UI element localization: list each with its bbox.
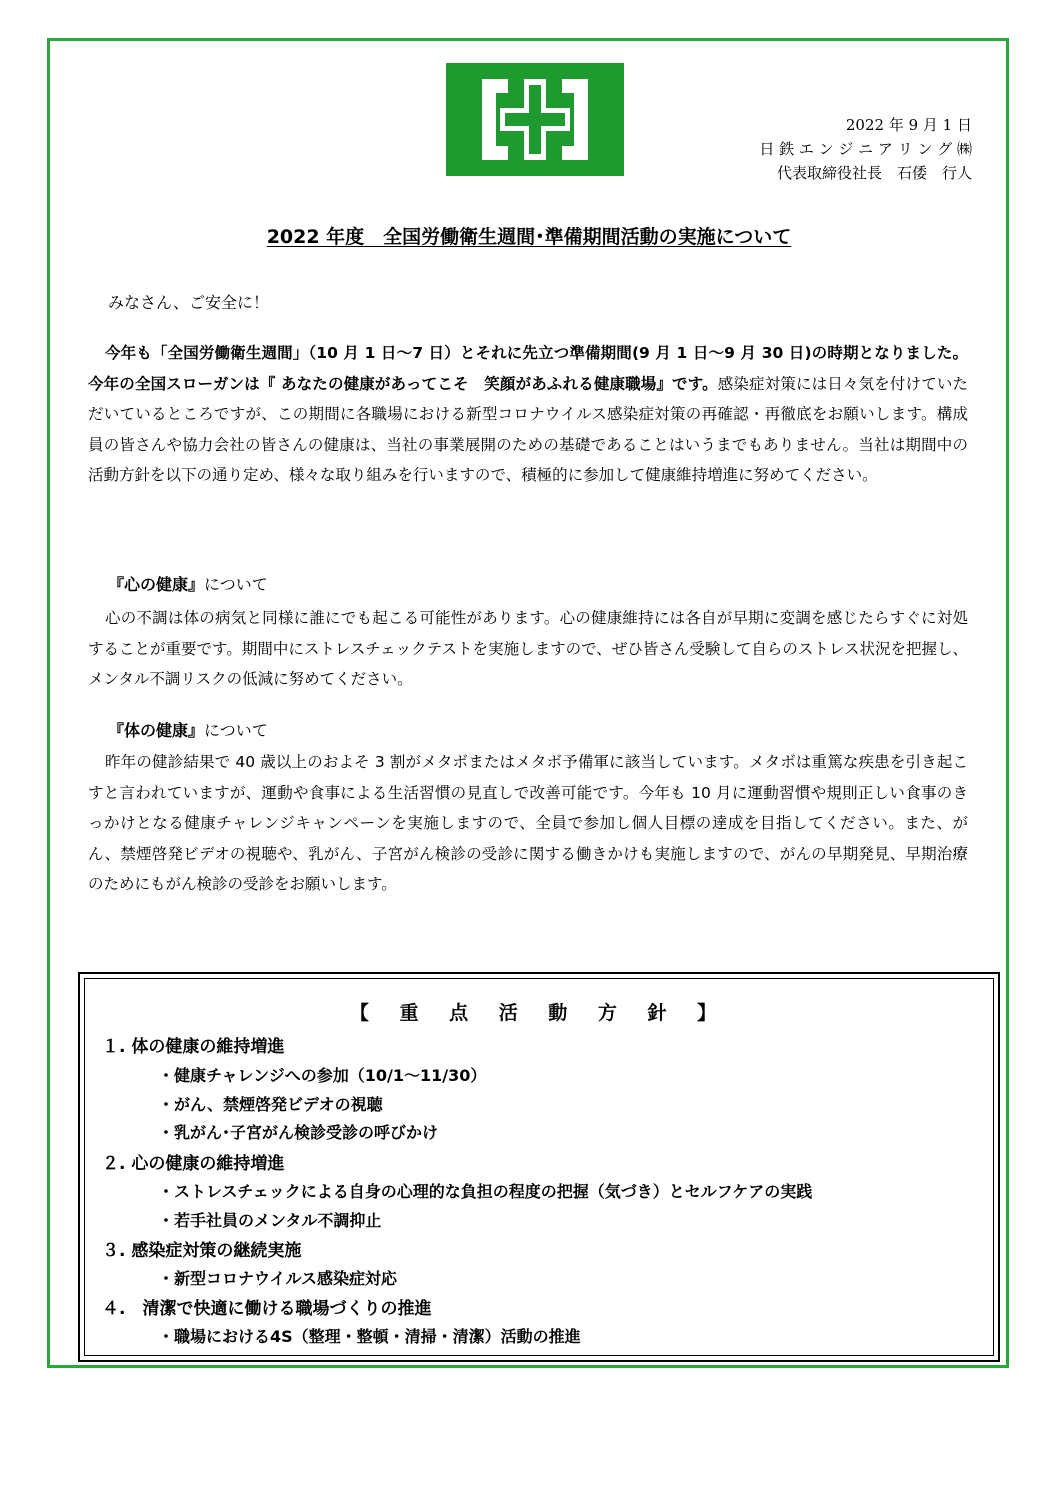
policy-item: ・職場における4S（整理・整頓・清掃・清潔）活動の推進 [158,1327,581,1346]
green-cross-safety-icon [446,63,624,176]
intro-bold-text: 今年も「全国労働衛生週間」（10 月 1 日～7 日）とそれに先立つ準備期間(9 月 1 日～9 月 30 日)の時期となりました。今年の全国スローガンは『 あなたの健康があってこそ 笑顔があふれる健康職場』です。 [88,344,968,393]
intro-text: 感染症対策には日々気を付けていただいているところですが、この期間に各職場における新型コロナウイルス感染症対策の再確認・再徹底をお願いします。構成員の皆さんや協力会社の皆さんの健康は、当社の事業展開のための基礎であることはいうまでもありません。当社は期間中の活動方針を以下の通り定め、様々な取り組みを行いますので、積極的に参加して健康維持増進に努めてください。 [88,374,968,485]
policy-box [78,972,1000,1362]
mind-heading-rest: について [204,575,268,594]
policy-item: ・健康チャレンジへの参加（10/1～11/30） [158,1066,487,1085]
company-name: 日 鉄 エ ン ジ ニ ア リ ン グ ㈱ [759,140,972,158]
mind-heading-bold: 『心の健康』 [108,575,205,594]
policy-item: ・がん、禁煙啓発ビデオの視聴 [158,1095,383,1114]
mind-health-heading [108,572,268,595]
body-heading-rest: について [204,721,268,740]
document-title: 2022 年度 全国労働衛生週間･準備期間活動の実施について [266,226,792,248]
policy-item: ・ストレスチェックによる自身の心理的な負担の程度の把握（気づき）とセルフケアの実践 [158,1182,813,1201]
policy-heading: １. 体の健康の維持増進 [102,1037,285,1057]
policy-item: ・乳がん･子宮がん検診受診の呼びかけ [158,1123,439,1142]
body-health-heading [108,718,268,741]
policy-heading: ４. 清潔で快適に働ける職場づくりの推進 [102,1299,432,1319]
mind-health-paragraph [88,603,968,695]
policy-item: ・若手社員のメンタル不調抑止 [158,1211,382,1230]
policy-heading: ２. 心の健康の維持増進 [102,1154,285,1174]
policy-title: 【 重 点 活 動 方 針 】 [349,1002,729,1024]
intro-paragraph [88,338,968,491]
policy-item: ・新型コロナウイルス感染症対応 [158,1269,398,1288]
body-health-paragraph [88,747,968,900]
policy-heading: ３. 感染症対策の継続実施 [102,1241,302,1261]
policy-list [80,974,998,1360]
greeting: みなさん、ご安全に！ [108,293,269,312]
signer-name: 代表取締役社長 石倭 行人 [776,164,972,182]
body-heading-bold: 『体の健康』 [108,721,205,740]
letter-header [759,113,972,185]
letter-date: 2022 年 9 月 1 日 [845,116,972,134]
mind-health-text: 心の不調は体の病気と同様に誰にでも起こる可能性があります。心の健康維持には各自が早期に変調を感じたらすぐに対処することが重要です。期間中にストレスチェックテストを実施しますので、ぜひ皆さん受験して自らのストレス状況を把握し、メンタル不調リスクの低減に努めてください。 [88,609,968,689]
body-health-text: 昨年の健診結果で 40 歳以上のおよそ 3 割がメタボまたはメタボ予備軍に該当しています。メタボは重篤な疾患を引き起こすと言われていますが、運動や食事による生活習慣の見直しで改善可能です。今年も 10 月に運動習慣や規則正しい食事のきっかけとなる健康チャレンジキャンペーンを実施しますので、全員で参加し個人目標の達成を目指してください。また、がん、禁煙啓発ビデオの視聴や、乳がん、子宮がん検診の受診に関する働きかけも実施しますので、がんの早期発見、早期治療のためにもがん検診の受診をお願いします。 [88,753,968,894]
